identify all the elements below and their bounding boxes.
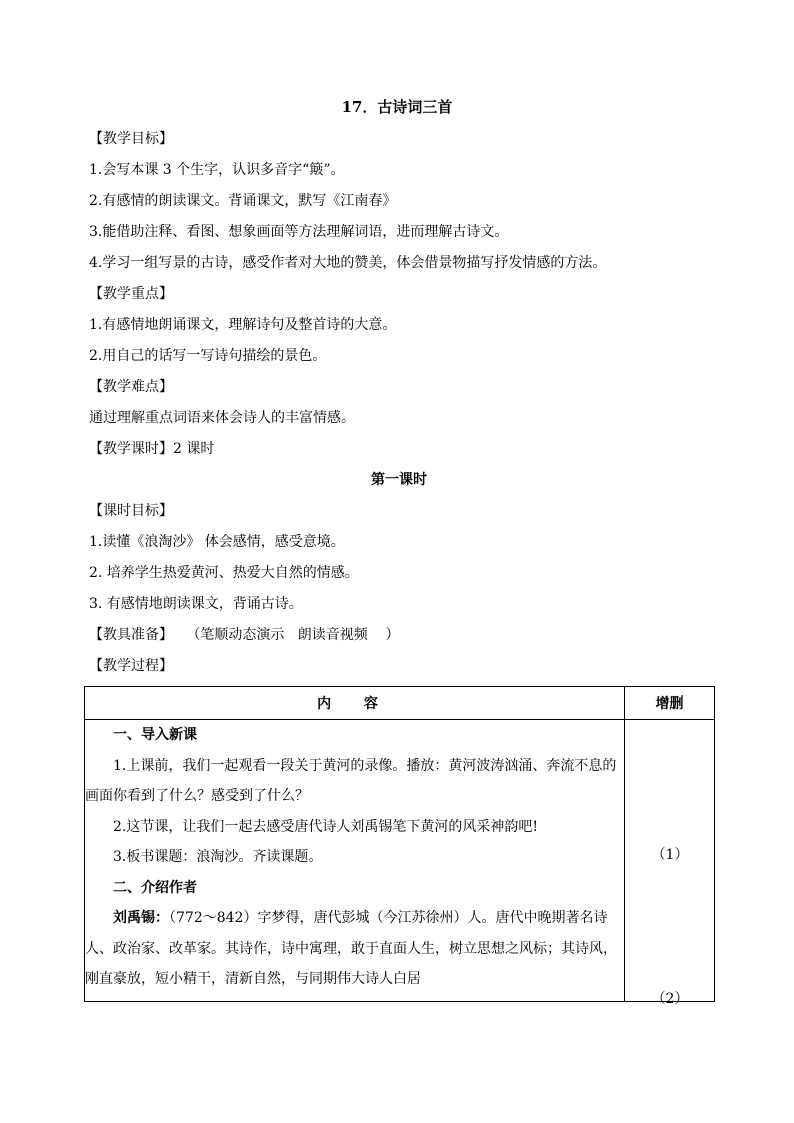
section-title: 第一课时 <box>371 472 427 488</box>
key-point-1: 1.有感情地朗诵课文，理解诗句及整首诗的大意。 <box>89 317 397 333</box>
heading-period-goals: 【课时目标】 <box>89 503 173 519</box>
side-cell <box>625 720 715 1007</box>
period-goal-2: 2. 培养学生热爱黄河、热爱大自然的情感。 <box>89 565 359 581</box>
section2-heading: 二、介绍作者 <box>113 879 197 896</box>
mark-2: （2） <box>651 991 689 1007</box>
difficulty-text: 通过理解重点词语来体会诗人的丰富情感。 <box>89 410 355 426</box>
heading-difficulties: 【教学难点】 <box>89 379 173 395</box>
lesson-title: 17．古诗词三首 <box>341 98 453 116</box>
heading-teaching-process: 【教学过程】 <box>89 658 173 674</box>
content-cell <box>85 720 625 1002</box>
mark-1: （1） <box>651 847 689 863</box>
period-goal-3: 3. 有感情地朗读课文，背诵古诗。 <box>89 596 303 612</box>
table-header-row <box>85 687 715 720</box>
goal-item-1: 1.会写本课 3 个生字，认识多音字“簸”。 <box>89 162 345 178</box>
heading-key-points: 【教学重点】 <box>89 286 173 302</box>
teaching-process-table <box>84 686 715 1007</box>
section1-heading: 一、导入新课 <box>113 727 197 743</box>
key-point-2: 2.用自己的话写一写诗句描绘的景色。 <box>89 348 327 364</box>
header-content: 内 容 <box>85 687 625 720</box>
goal-item-2: 2.有感情的朗读课文。背诵课文，默写《江南春》 <box>89 193 397 209</box>
author-name: 刘禹锡： <box>113 910 169 926</box>
heading-teaching-goals: 【教学目标】 <box>89 131 173 147</box>
lesson-plan-body <box>89 124 709 682</box>
goal-item-4: 4.学习一组写景的古诗，感受作者对大地的赞美，体会借景物描写抒发情感的方法。 <box>89 255 607 271</box>
header-side: 增删 <box>625 687 715 720</box>
class-hours: 【教学课时】2 课时 <box>89 441 215 457</box>
table-row <box>85 720 715 1002</box>
period-goal-1: 1.读懂《浪淘沙》 体会感情，感受意境。 <box>89 534 345 550</box>
author-intro <box>85 903 624 995</box>
para-3: 3.板书课题：浪淘沙。齐读课题。 <box>113 849 323 865</box>
author-text: （772～842）字梦得，唐代彭城（今江苏徐州）人。唐代中晚期著名诗人、政治家、改革家。其诗作，诗中寓理，敢于直面人生，树立思想之风标；其诗风，刚直豪放，短小精干，清新自然，与同期伟大诗人白居 <box>85 910 617 987</box>
goal-item-3: 3.能借助注释、看图、想象画面等方法理解词语，进而理解古诗文。 <box>89 224 509 240</box>
teaching-aids: 【教具准备】 （笔顺动态演示 朗读音视频 ） <box>89 627 400 643</box>
para-1: 1.上课前，我们一起观看一段关于黄河的录像。播放：黄河波涛汹涌、奔流不息的画面你看到了什么？感受到了什么？ <box>85 757 617 804</box>
para-2: 2.这节课，让我们一起去感受唐代诗人刘禹锡笔下黄河的风采神韵吧! <box>113 818 538 835</box>
